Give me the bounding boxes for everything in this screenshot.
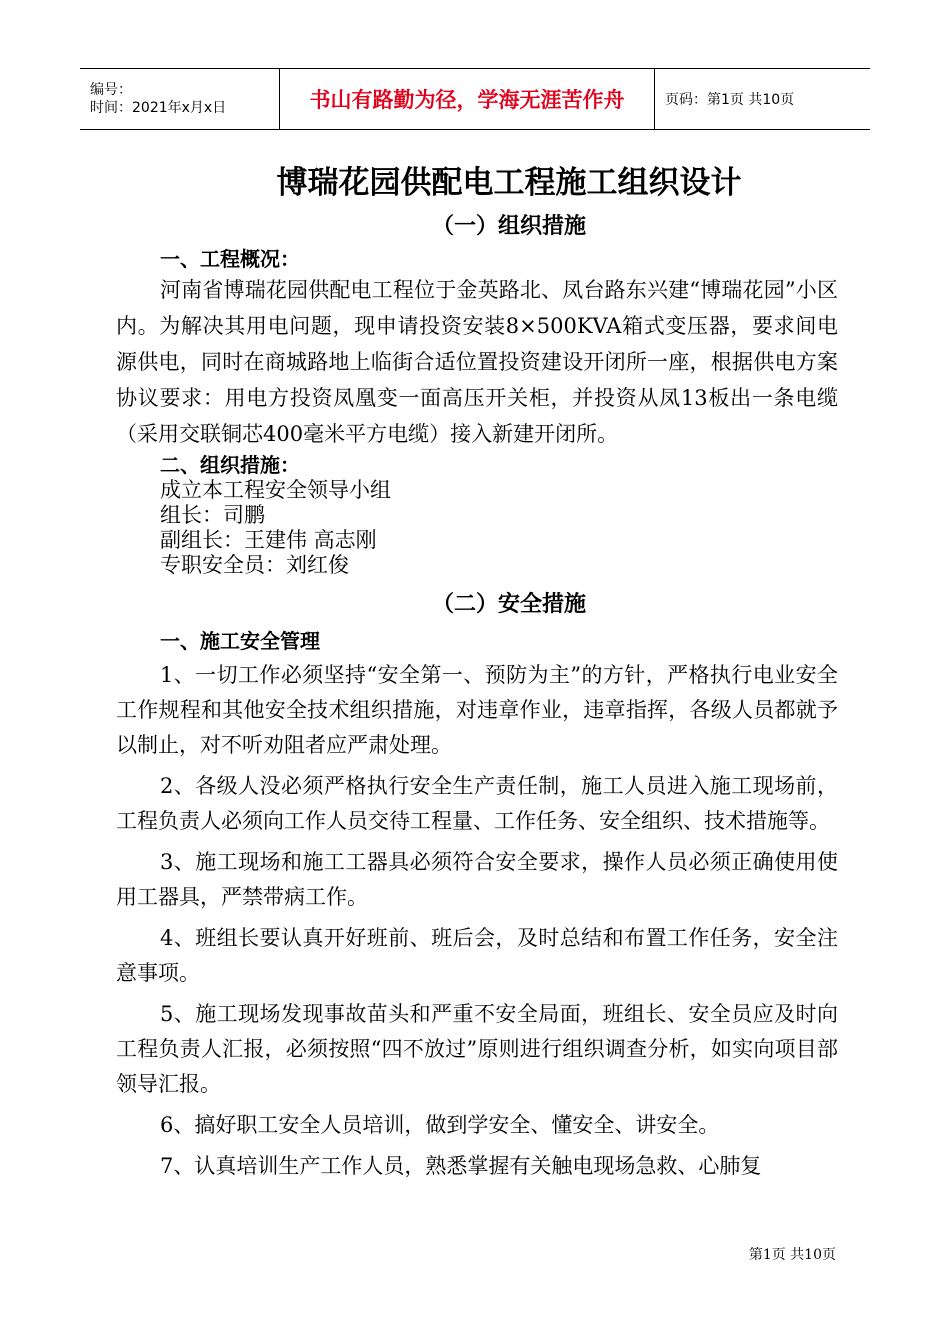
time-label: 时间：2021年x月x日: [90, 100, 227, 116]
header-meta: [80, 69, 280, 129]
section2-title: （二）安全措施: [431, 591, 586, 617]
list-item: 4、班组长要认真开好班前、班后会，及时总结和布置工作任务，安全注意事项。: [116, 926, 838, 985]
list-item: 5、施工现场发现事故苗头和严重不安全局面，班组长、安全员应及时向工程负责人汇报，必须按照“四不放过”原则进行组织调查分析，如实向项目部领导汇报。: [116, 1002, 838, 1096]
list-item: 6、搞好职工安全人员培训，做到学安全、懂安全、讲安全。: [160, 1113, 720, 1137]
list-item: 1、一切工作必须坚持“安全第一、预防为主”的方针，严格执行电业安全工作规程和其他安全技术组织措施，对违章作业，违章指挥，各级人员都就予以制止，对不听劝阻者应严肃处理。: [116, 663, 838, 757]
safety-heading: 一、施工安全管理: [160, 629, 320, 653]
page-info-text: 页码：第1页 共10页: [665, 92, 795, 108]
section1-title: （一）组织措施: [431, 213, 586, 239]
overview-paragraph: 河南省博瑞花园供配电工程位于金英路北、凤台路东兴建“博瑞花园”小区内。为解决其用电问题，现申请投资安装8×500KVA箱式变压器，要求间电源供电，同时在商城路地上临街合适位置投资建设开闭所一座，根据供电方案协议要求：用电方投资凤凰变一面高压开关柜，并投资从凤13板出一条电缆（采用交联铜芯400毫米平方电缆）接入新建开闭所。: [116, 278, 838, 446]
list-item: 7、认真培训生产工作人员，熟悉掌握有关触电现场急救、心肺复: [160, 1154, 762, 1178]
header-table: [80, 68, 870, 130]
list-item: 2、各级人没必须严格执行安全生产责任制，施工人员进入施工现场前，工程负责人必须向工作人员交待工程量、工作任务、安全组织、技术措施等。: [116, 774, 838, 833]
org-line: 副组长：王建伟 高志刚: [160, 528, 377, 552]
page-title: 博瑞花园供配电工程施工组织设计: [276, 165, 742, 201]
overview-heading: 一、工程概况：: [160, 247, 300, 271]
page-footer: 第1页 共10页: [748, 1247, 836, 1263]
number-label: 编号：: [90, 82, 132, 98]
header-motto: [280, 69, 655, 129]
header-page-info: [655, 69, 870, 129]
org-line: 专职安全员：刘红俊: [160, 553, 349, 577]
org-line: 组长：司鹏: [160, 503, 265, 527]
motto-text: 书山有路勤为径，学海无涯苦作舟: [309, 88, 625, 112]
list-item: 3、施工现场和施工工器具必须符合安全要求，操作人员必须正确使用使用工器具，严禁带病工作。: [116, 850, 838, 909]
org-line: 成立本工程安全领导小组: [160, 478, 391, 502]
document-body: [116, 160, 838, 1184]
org-heading: 二、组织措施：: [160, 453, 300, 477]
